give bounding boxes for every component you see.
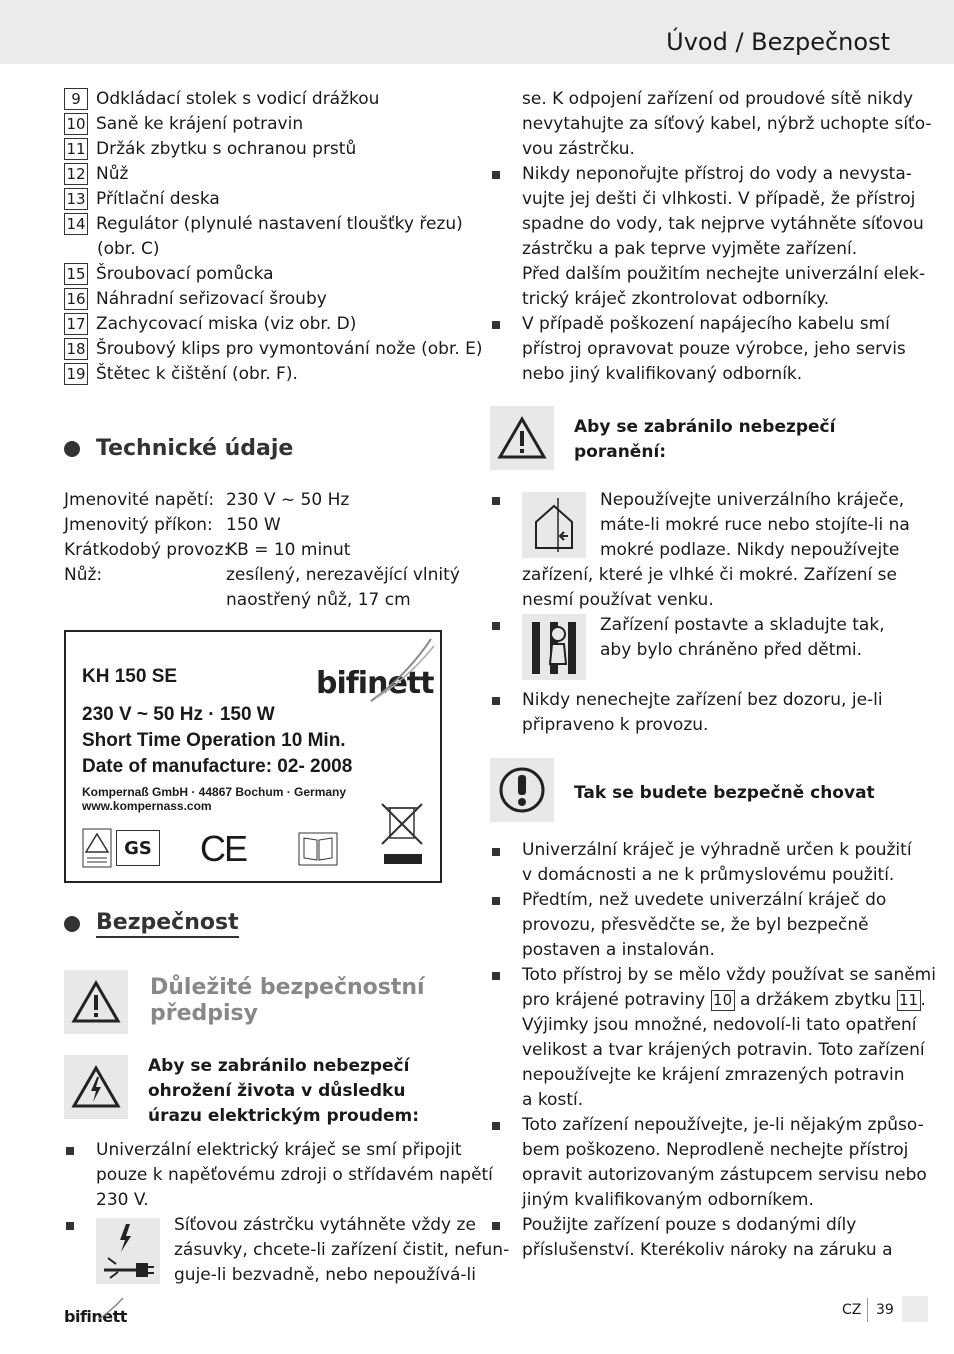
list-item: 12 Nůž: [64, 162, 484, 187]
unplug-icon: [96, 1218, 160, 1284]
warning-box: [64, 970, 128, 1034]
tech-row: Krátkodobý provoz:KB = 10 minut: [64, 540, 351, 560]
tuv-icon: [82, 828, 112, 868]
list-item: Toto zařízení nepoužívejte, je-li nějakým způso- bem poškozeno. Neprodleně nechejte přístroj opravit autorizovaným zástupcem servisu nebo jiným kvalifikovaným odborníkem.: [522, 1115, 927, 1210]
parts-list: [64, 87, 484, 387]
page-title: Úvod / Bezpečnost: [666, 28, 890, 56]
list-item: Univerzální elektrický kráječ se smí připojit pouze k napěťovému zdroji o střídavém napětí 230 V.: [96, 1140, 493, 1210]
section-bullet-icon: [64, 441, 80, 457]
weee-bin-icon: [380, 802, 426, 868]
bullet-icon: [492, 897, 500, 905]
list-item: 18 Šroubový klips pro vymontování nože (obr. E): [64, 337, 484, 362]
list-item: 16 Náhradní seřizovací šrouby: [64, 287, 484, 312]
bullet-icon: [492, 848, 500, 856]
part-ref: 11: [897, 990, 921, 1011]
list-item: 17 Zachycovací miska (viz obr. D): [64, 312, 484, 337]
tech-table: [64, 488, 464, 613]
tech-row: Nůž: zesílený, nerezavějící vlnitý: [64, 565, 460, 585]
bullet-icon: [492, 497, 500, 505]
child-safety-icon-box: [522, 614, 586, 680]
bullet-icon: [492, 622, 500, 630]
footer-divider: [867, 1298, 868, 1322]
warning-box: [490, 406, 554, 470]
tech-row: Jmenovitý příkon: 150 W: [64, 515, 281, 535]
electric-warning-text: Aby se zabránilo nebezpečí ohrožení života v důsledku úrazu elektrickým proudem:: [148, 1056, 420, 1126]
footer-page-number: 39: [876, 1302, 894, 1318]
list-item: 13 Přítlační deska: [64, 187, 484, 212]
brand-swoosh-icon: [366, 636, 436, 706]
list-item: Toto přístroj by se mělo vždy používat se saněmi pro krájené potraviny 10 a držákem zbytku 11 . Výjimky jsou množné, nedovolí-li tato opatření velikost a tvar krájených potravin. Toto zařízení nepoužívejte ke krájení zmrazených potravin a kostí.: [522, 965, 936, 1110]
warning-triangle-icon: [71, 980, 121, 1024]
electric-hazard-icon: [71, 1065, 121, 1109]
footer-brand-logo: bifinett: [64, 1307, 127, 1326]
indoor-house-icon: [522, 492, 586, 558]
bullet-icon: [492, 171, 500, 179]
list-item: V případě poškození napájecího kabelu smí přístroj opravovat pouze výrobce, jeho servis nebo jiný kvalifikovaný odborník.: [522, 314, 906, 384]
ce-mark-icon: CE: [200, 828, 247, 869]
unplug-icon-box: [96, 1218, 160, 1284]
behave-warning-text: Tak se budete bezpečně chovat: [574, 783, 875, 803]
text-continuation: se. K odpojení zařízení od proudové sítě nikdy nevytahujte za síťový kabel, nýbrž uchopte síťo- vou zástrčku.: [522, 89, 932, 159]
injury-warning-text: Aby se zabránilo nebezpečí poranění:: [574, 417, 836, 462]
warning-box: [490, 758, 554, 822]
list-item: Předtím, než uvedete univerzální kráječ do provozu, přesvědčte se, že byl bezpečně postaven a instalován.: [522, 890, 887, 960]
label-line-date: Date of manufacture: 02- 2008: [82, 756, 353, 777]
part-ref: 10: [711, 990, 735, 1011]
list-item: Síťovou zástrčku vytáhněte vždy ze zásuvky, chcete-li zařízení čistit, nefun- guje-li bezvadně, nebo nepoužívá-li: [174, 1215, 510, 1285]
subheading-important-l2: předpisy: [150, 1001, 258, 1026]
bullet-icon: [66, 1222, 74, 1230]
bullet-icon: [66, 1147, 74, 1155]
bullet-icon: [492, 972, 500, 980]
child-safety-icon: [522, 614, 586, 680]
manual-book-icon: [298, 832, 338, 866]
label-web: www.kompernass.com: [82, 799, 212, 813]
list-item-continuation: (obr. C): [97, 239, 160, 259]
label-company: Kompernaß GmbH · 44867 Bochum · Germany: [82, 785, 347, 799]
list-item-continuation: zařízení, které je vlhké či mokré. Zařízení se nesmí používat venku.: [522, 565, 897, 610]
list-item: 9 Odkládací stolek s vodicí drážkou: [64, 87, 484, 112]
warning-triangle-icon: [497, 416, 547, 460]
footer-language: CZ: [842, 1302, 862, 1318]
label-model: KH 150 SE: [82, 666, 178, 687]
warning-box: [64, 1055, 128, 1119]
rating-label: [64, 630, 442, 883]
list-item: 11 Držák zbytku s ochranou prstů: [64, 137, 484, 162]
bullet-icon: [492, 697, 500, 705]
indoor-use-icon-box: [522, 492, 586, 558]
list-item: 19 Štětec k čištění (obr. F).: [64, 362, 484, 387]
footer-tab: [902, 1296, 928, 1322]
bullet-icon: [492, 1222, 500, 1230]
list-item: Nepoužívejte univerzálního kráječe, máte-li mokré ruce nebo stojíte-li na mokré podlaze. Nikdy nepoužívejte: [600, 490, 910, 560]
section-heading-tech: Technické údaje: [96, 436, 294, 461]
section-heading-safety: Bezpečnost: [96, 910, 239, 938]
exclamation-circle-icon: [497, 765, 547, 815]
list-item: 14 Regulátor (plynulé nastavení tloušťky řezu): [64, 212, 484, 237]
bullet-icon: [492, 1122, 500, 1130]
subheading-important: Důležité bezpečnostní: [150, 975, 425, 1000]
bullet-icon: [492, 321, 500, 329]
list-item: Nikdy neponořujte přístroj do vody a nevysta- vujte jej dešti či vlhkosti. V případě, že přístroj spadne do vody, tak nejprve vytáhněte síťovou zástrčku a pak teprve vyjměte zařízení. Před dalším použitím nechejte univerzální elek- trický kráječ zkontrolovat odborníky.: [522, 164, 926, 309]
gs-mark-icon: GS: [116, 830, 160, 866]
label-line-operation: Short Time Operation 10 Min.: [82, 730, 346, 751]
label-line-voltage: 230 V ~ 50 Hz · 150 W: [82, 704, 275, 725]
list-item: Univerzální kráječ je výhradně určen k použití v domácnosti a ne k průmyslovému použití.: [522, 840, 912, 885]
list-item: Zařízení postavte a skladujte tak, aby bylo chráněno před dětmi.: [600, 615, 885, 660]
tech-row: Jmenovité napětí: 230 V ~ 50 Hz: [64, 490, 350, 510]
tech-row-continuation: naostřený nůž, 17 cm: [226, 590, 411, 610]
list-item: Nikdy nenechejte zařízení bez dozoru, je-li připraveno k provozu.: [522, 690, 883, 735]
section-bullet-icon: [64, 916, 80, 932]
label-brand-logo: bifinett: [316, 666, 434, 701]
brand-swoosh-icon: [96, 1296, 126, 1322]
list-item: 15 Šroubovací pomůcka: [64, 262, 484, 287]
list-item: Použijte zařízení pouze s dodanými díly příslušenství. Kterékoliv nároky na záruku a: [522, 1215, 893, 1260]
list-item: 10 Saně ke krájení potravin: [64, 112, 484, 137]
